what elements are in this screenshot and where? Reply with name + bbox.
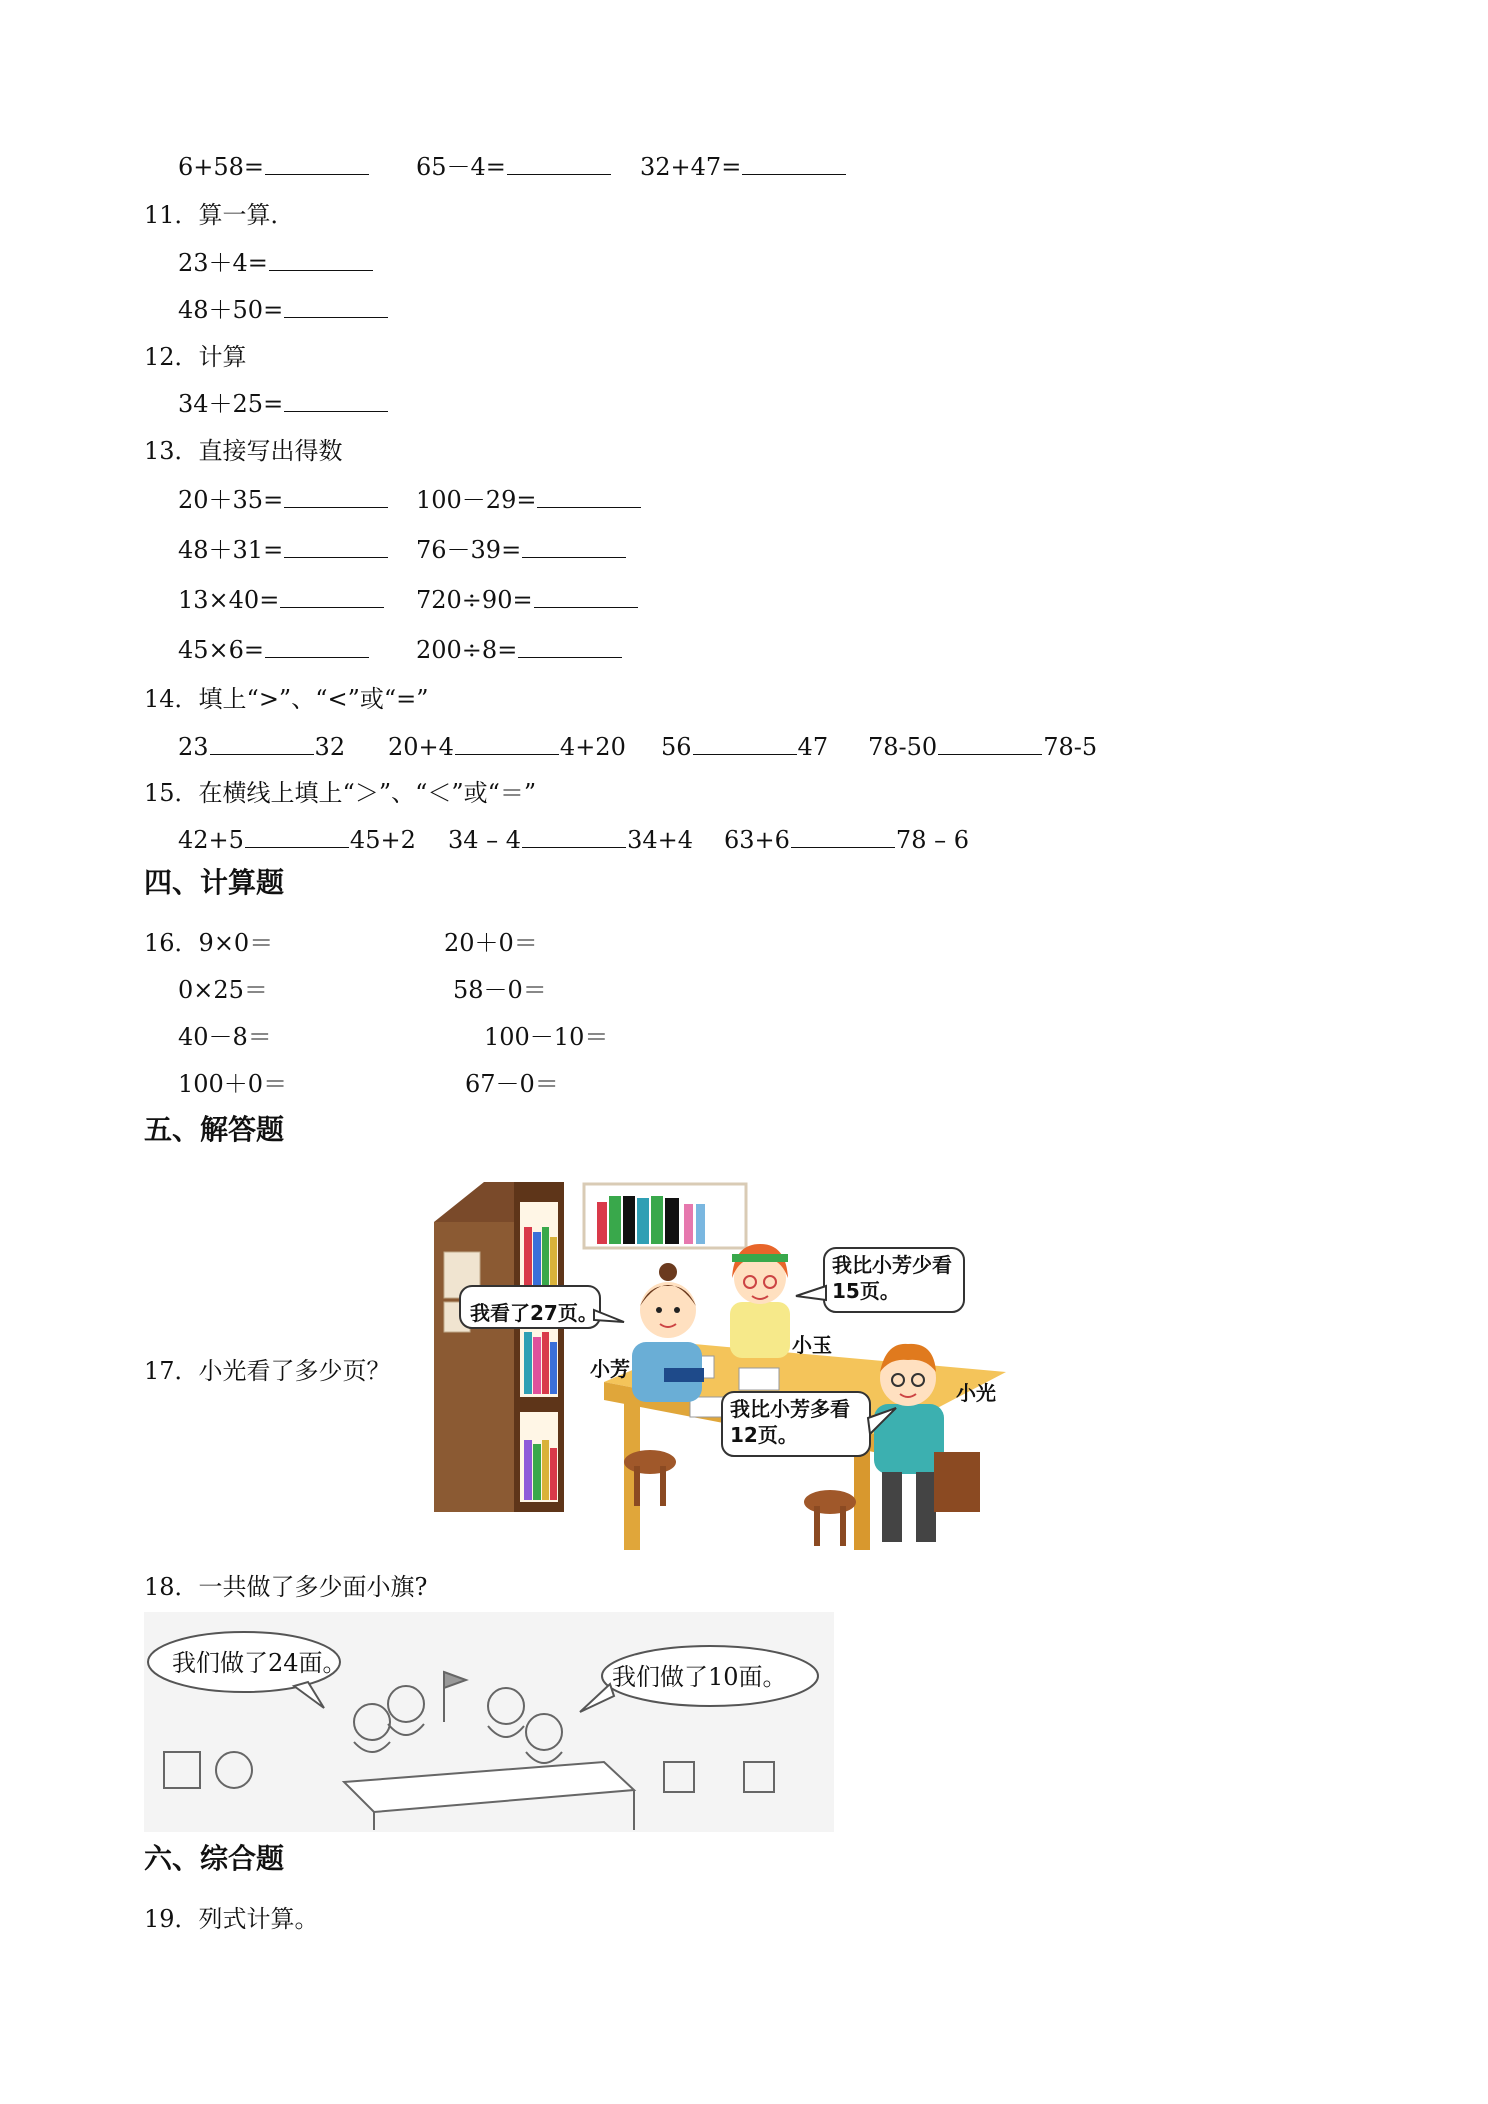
q14-title: 14．填上“>”、“<”或“=”	[144, 685, 429, 713]
name-label: 小芳	[590, 1357, 630, 1381]
q12-title: 12．计算	[144, 343, 247, 371]
q11-line-1: 23＋4=	[178, 248, 374, 278]
library-scene-illustration	[434, 1182, 1006, 1560]
q11-title: 11．算一算．	[144, 201, 295, 229]
compare-blank[interactable]	[455, 734, 559, 755]
compare-blank[interactable]	[791, 827, 895, 848]
q12-line-1: 34＋25=	[178, 389, 389, 419]
bubble-text: 我比小芳少看15页。	[832, 1253, 952, 1303]
q18-question: 18．一共做了多少面小旗?	[144, 1573, 428, 1601]
compare-blank[interactable]	[938, 734, 1042, 755]
answer-blank[interactable]	[507, 154, 611, 175]
answer-blank[interactable]	[518, 637, 622, 658]
q17-question: 17．小光看了多少页？	[144, 1357, 391, 1385]
answer-blank[interactable]	[284, 487, 388, 508]
compare-blank[interactable]	[522, 827, 626, 848]
name-label: 小玉	[792, 1333, 832, 1357]
q19-question: 19．列式计算。	[144, 1905, 319, 1933]
answer-blank[interactable]	[284, 391, 388, 412]
answer-blank[interactable]	[534, 587, 638, 608]
answer-blank[interactable]	[284, 297, 388, 318]
answer-blank[interactable]	[537, 487, 641, 508]
q15-title: 15．在横线上填上“＞”、“＜”或“＝”	[144, 779, 537, 807]
bubble-text: 我比小芳多看12页。	[730, 1397, 850, 1447]
stool-illustration	[624, 1450, 676, 1474]
compare-blank[interactable]	[245, 827, 349, 848]
flag-making-illustration	[144, 1612, 834, 1832]
wall-shelf-illustration	[584, 1184, 746, 1248]
q11-line-2: 48＋50=	[178, 295, 389, 325]
girl-xiaofang-illustration	[632, 1263, 704, 1402]
answer-blank[interactable]	[522, 537, 626, 558]
answer-blank[interactable]	[265, 637, 369, 658]
name-label: 小光	[956, 1381, 996, 1405]
compare-blank[interactable]	[693, 734, 797, 755]
answer-blank[interactable]	[280, 587, 384, 608]
bubble-text: 我们做了10面。	[612, 1663, 787, 1691]
expr: 32+47=	[640, 153, 742, 181]
section-heading: 六、综合题	[144, 1842, 285, 1875]
girl-xiaoyu-illustration	[730, 1244, 790, 1358]
bookshelf-illustration	[434, 1182, 564, 1512]
answer-blank[interactable]	[265, 154, 369, 175]
bubble-text: 我们做了24面。	[172, 1649, 347, 1677]
answer-blank[interactable]	[742, 154, 846, 175]
compare-blank[interactable]	[210, 734, 314, 755]
stool-illustration	[804, 1490, 856, 1514]
answer-blank[interactable]	[284, 537, 388, 558]
q13-title: 13．直接写出得数	[144, 437, 343, 465]
expr: 65－4=	[416, 153, 506, 181]
bubble-text: 我看了27页。	[470, 1301, 598, 1325]
answer-blank[interactable]	[269, 250, 373, 271]
expr: 6+58=	[178, 153, 265, 181]
section-heading: 四、计算题	[144, 866, 285, 899]
section-heading: 五、解答题	[144, 1113, 285, 1146]
